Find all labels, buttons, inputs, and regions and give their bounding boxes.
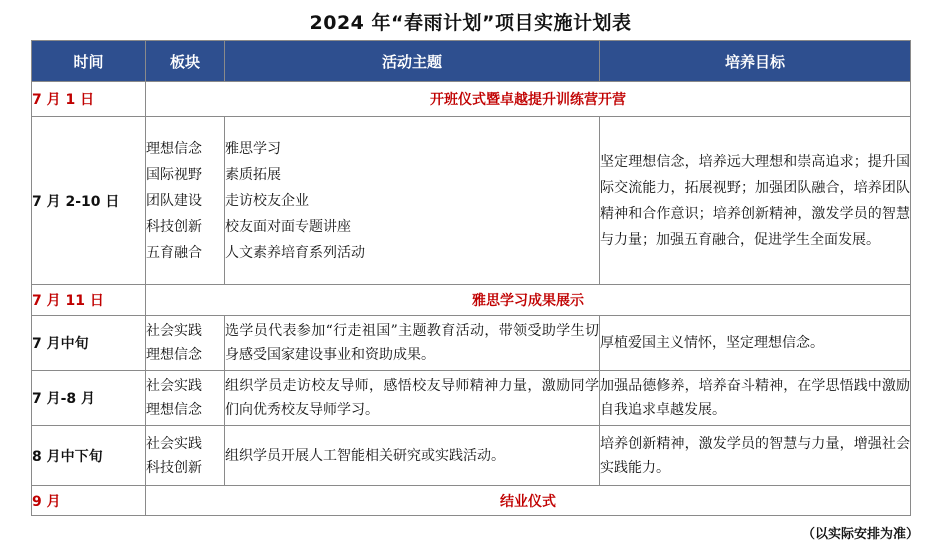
module-label: 社会实践 xyxy=(146,435,202,452)
module-label: 社会实践 xyxy=(146,378,202,394)
table-row xyxy=(32,285,911,316)
row-goal: 培养创新精神，激发学员的智慧与力量，增强社会实践能力。 xyxy=(600,426,911,486)
row-modules xyxy=(146,371,225,426)
table-row xyxy=(32,371,911,426)
module-label: 科技创新 xyxy=(146,218,202,235)
table-row xyxy=(32,486,911,516)
header-time: 时间 xyxy=(32,41,146,82)
table-row xyxy=(32,82,911,117)
module-label: 国际视野 xyxy=(146,166,202,183)
topic-label: 走访校友企业 xyxy=(225,192,309,209)
plan-table xyxy=(31,40,911,516)
row-date: 9 月 xyxy=(32,486,146,516)
module-label: 五育融合 xyxy=(146,244,202,261)
row-modules xyxy=(146,117,225,285)
header-module: 板块 xyxy=(146,41,225,82)
row-modules xyxy=(146,316,225,371)
module-label: 理想信念 xyxy=(146,402,202,418)
header-goal: 培养目标 xyxy=(600,41,911,82)
row-date: 7 月 11 日 xyxy=(32,285,146,316)
row-topics xyxy=(225,117,600,285)
topic-label: 雅思学习 xyxy=(225,140,281,157)
row-event: 开班仪式暨卓越提升训练营开营 xyxy=(146,82,911,117)
row-date: 7 月中旬 xyxy=(32,316,146,371)
topic-label: 校友面对面专题讲座 xyxy=(225,218,351,235)
header-topic: 活动主题 xyxy=(225,41,600,82)
row-topic: 选学员代表参加“行走祖国”主题教育活动，带领受助学生切身感受国家建设事业和资助成果。 xyxy=(225,316,600,371)
row-date: 7 月 2-10 日 xyxy=(32,117,146,285)
topic-label: 人文素养培育系列活动 xyxy=(225,244,365,261)
row-date: 8 月中下旬 xyxy=(32,426,146,486)
table-row xyxy=(32,117,911,285)
row-topic: 组织学员走访校友导师，感悟校友导师精神力量，激励同学们向优秀校友导师学习。 xyxy=(225,371,600,426)
header-row xyxy=(32,41,911,82)
row-date: 7 月 1 日 xyxy=(32,82,146,117)
footnote: （以实际安排为准） xyxy=(801,527,919,542)
table-row xyxy=(32,316,911,371)
row-modules xyxy=(146,426,225,486)
module-label: 科技创新 xyxy=(146,459,202,476)
module-label: 团队建设 xyxy=(146,192,202,209)
module-label: 社会实践 xyxy=(146,323,202,339)
row-date: 7 月-8 月 xyxy=(32,371,146,426)
module-label: 理想信念 xyxy=(146,140,202,157)
topic-label: 素质拓展 xyxy=(225,166,281,183)
row-event: 雅思学习成果展示 xyxy=(146,285,911,316)
module-label: 理想信念 xyxy=(146,347,202,363)
table-row xyxy=(32,426,911,486)
row-topic: 组织学员开展人工智能相关研究或实践活动。 xyxy=(225,426,600,486)
row-goal: 坚定理想信念，培养远大理想和崇高追求；提升国际交流能力，拓展视野；加强团队融合，培养团队精神和合作意识；培养创新精神，激发学员的智慧与力量；加强五育融合，促进学生全面发展。 xyxy=(600,117,911,285)
row-goal: 加强品德修养，培养奋斗精神，在学思悟践中激励自我追求卓越发展。 xyxy=(600,371,911,426)
row-event: 结业仪式 xyxy=(146,486,911,516)
document-title: 2024 年“春雨计划”项目实施计划表 xyxy=(309,12,632,34)
row-goal: 厚植爱国主义情怀，坚定理想信念。 xyxy=(600,316,911,371)
